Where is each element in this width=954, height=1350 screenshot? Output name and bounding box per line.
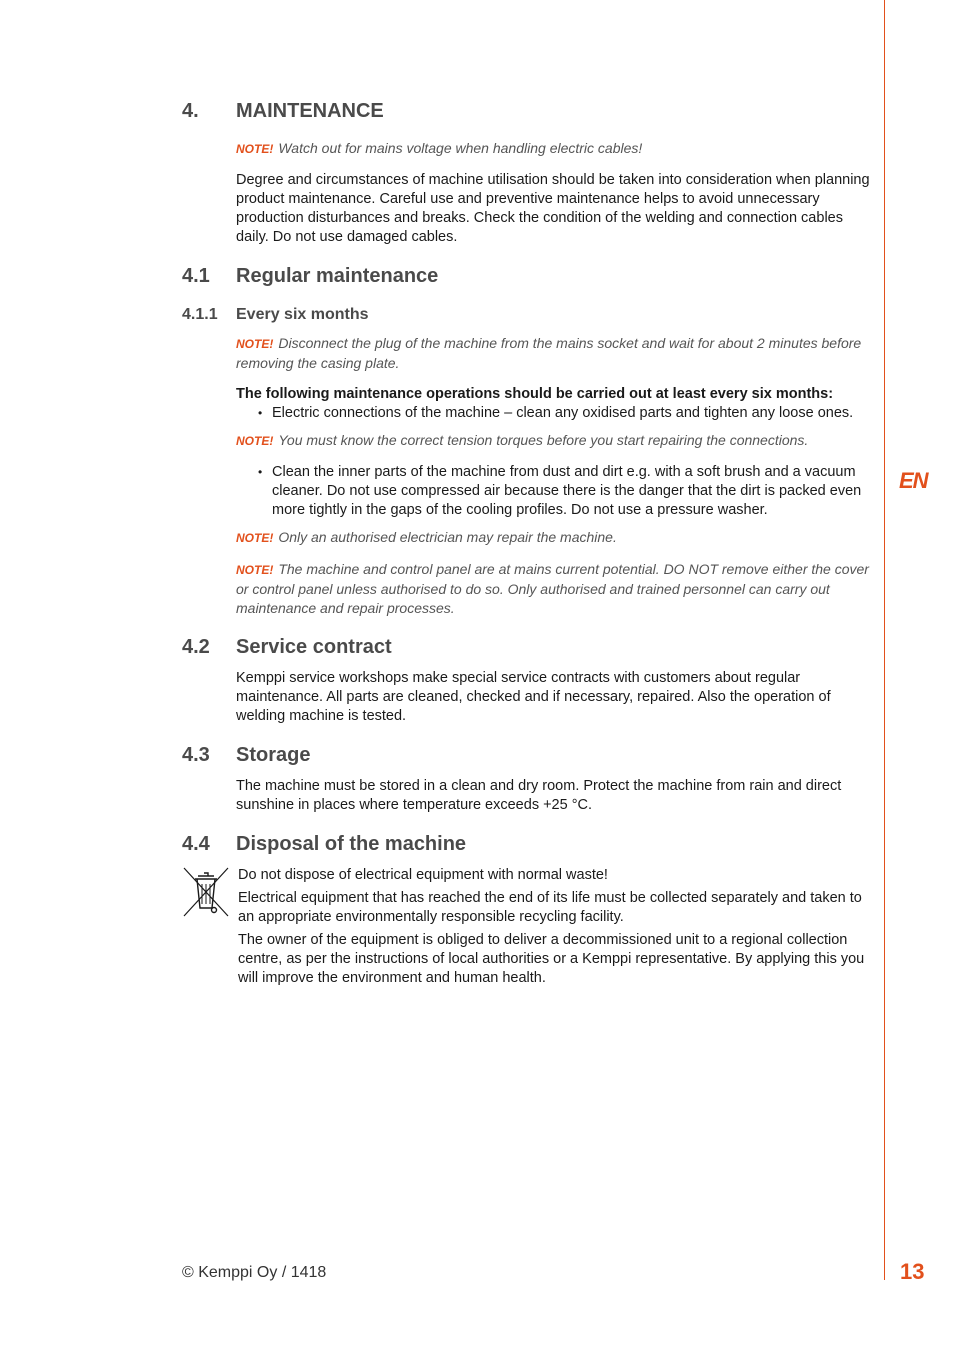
- paragraph: Degree and circumstances of machine utilisation should be taken into consideration when planning product maintenance. Careful use and preventive maintenance helps to avoid unnecessary production disturbances and breaks. Check the condition of the welding and connection cables daily. Do not use damaged cables.: [236, 172, 870, 245]
- paragraph: The owner of the equipment is obliged to deliver a decommissioned unit to a regional collection centre, as per the instructions of local authorities or a Kemppi representative. By applying this you will improve the environment and human health.: [238, 932, 865, 986]
- note: [236, 560, 872, 618]
- note-label: NOTE!: [236, 337, 274, 351]
- bullet-list: [236, 404, 872, 423]
- footer-copyright: © Kemppi Oy / 1418: [182, 1264, 327, 1281]
- paragraph: Kemppi service workshops make special service contracts with customers about regular maintenance. All parts are cleaned, checked and if necessary, repaired. Also the operation of welding machine is tested.: [236, 670, 831, 724]
- paragraph: The machine must be stored in a clean and dry room. Protect the machine from rain and direct sunshine in places where temperature exceeds +25 °C.: [236, 778, 842, 813]
- list-item: • Clean the inner parts of the machine from dust and dirt e.g. with a soft brush and a vacuum cleaner. Do not use compressed air because there is the danger that the dirt is packed even more tightly in the gaps of the cooling profiles. Do not use a pressure washer.: [258, 463, 872, 520]
- subsection-number: 4.1.1: [182, 306, 218, 323]
- note-label: NOTE!: [236, 142, 274, 156]
- section-title: Disposal of the machine: [236, 833, 467, 855]
- note-label: NOTE!: [236, 434, 274, 448]
- note: [236, 431, 872, 451]
- service-contract-body: [236, 669, 872, 726]
- note-label: NOTE!: [236, 563, 274, 577]
- section-heading-disposal: [182, 833, 872, 856]
- note: [236, 528, 872, 548]
- storage-body: [236, 777, 872, 815]
- section-number: 4.2: [182, 636, 210, 658]
- page-number: 13: [900, 1259, 925, 1284]
- note-text: Watch out for mains voltage when handling electric cables!: [278, 140, 643, 156]
- side-rule: [884, 0, 885, 1280]
- section-title: Regular maintenance: [236, 265, 439, 287]
- regular-maintenance-body: [236, 334, 872, 618]
- paragraph: Electrical equipment that has reached the end of its life must be collected separately and taken to an appropriate environmentally responsible recycling facility.: [238, 890, 862, 925]
- disposal-text: [238, 866, 872, 992]
- note: [236, 334, 872, 373]
- lead-text: The following maintenance operations should be carried out at least every six months:: [236, 386, 834, 402]
- section-number: 4.: [182, 100, 199, 122]
- note-text: Disconnect the plug of the machine from the mains socket and wait for about 2 minutes before removing the casing plate.: [236, 335, 862, 371]
- section-title: Service contract: [236, 636, 392, 658]
- note-text: You must know the correct tension torques before you start repairing the connections.: [278, 432, 809, 448]
- section-heading-regular-maintenance: [182, 265, 872, 288]
- crossed-out-wheelie-bin-icon: [182, 866, 238, 992]
- note-text: Only an authorised electrician may repair the machine.: [278, 529, 617, 545]
- paragraph: Do not dispose of electrical equipment with normal waste!: [238, 867, 608, 883]
- section-heading-maintenance: [182, 100, 872, 123]
- subsection-heading-every-six-months: [182, 306, 872, 324]
- list-item: • Electric connections of the machine – clean any oxidised parts and tighten any loose ones.: [258, 404, 872, 423]
- maintenance-body: [236, 139, 872, 247]
- disposal-block: [182, 866, 872, 992]
- note-label: NOTE!: [236, 531, 274, 545]
- document-content: [182, 100, 872, 992]
- subsection-title: Every six months: [236, 306, 369, 323]
- section-number: 4.4: [182, 833, 210, 855]
- section-heading-service-contract: [182, 636, 872, 659]
- section-number: 4.3: [182, 744, 210, 766]
- section-number: 4.1: [182, 265, 210, 287]
- section-title: MAINTENANCE: [236, 100, 384, 122]
- section-heading-storage: [182, 744, 872, 767]
- note: [236, 139, 872, 159]
- note-text: The machine and control panel are at mains current potential. DO NOT remove either the cover or control panel unless authorised to do so. Only authorised and trained personnel can carry out maintenance and repair processes.: [236, 561, 869, 616]
- language-tab: EN: [899, 468, 928, 493]
- section-title: Storage: [236, 744, 311, 766]
- bullet-list: [236, 463, 872, 520]
